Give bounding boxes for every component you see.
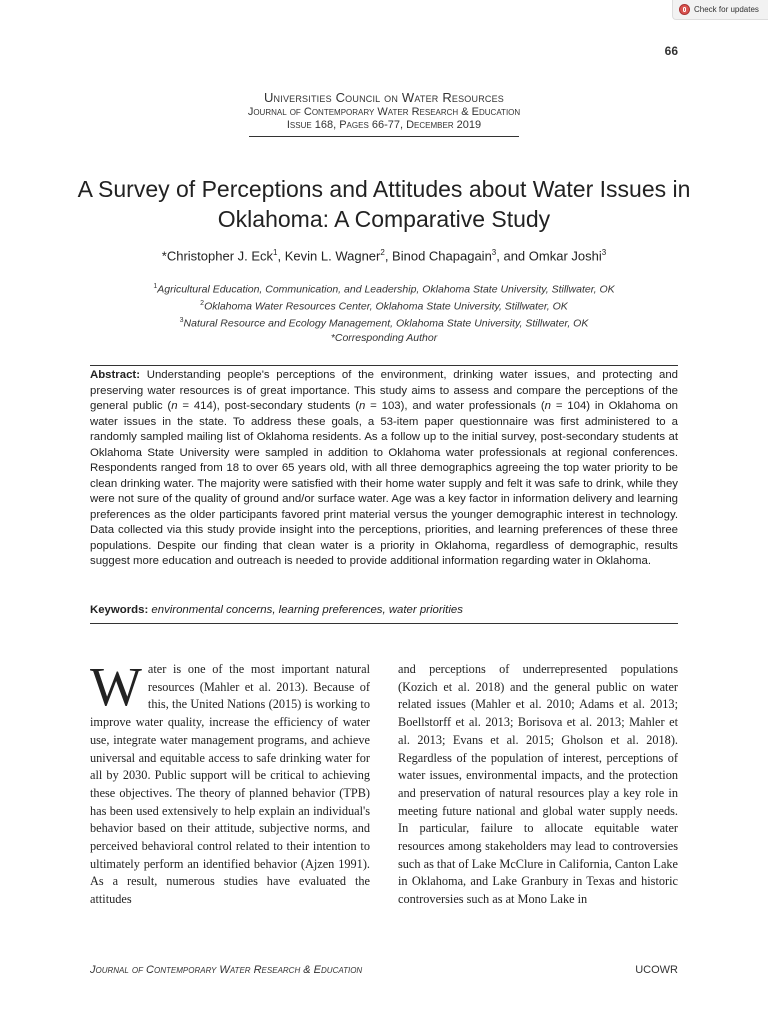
affiliation-list — [60, 280, 708, 346]
affiliation-line — [60, 331, 708, 346]
author-list: *Christopher J. Eck$^1$, Kevin L. Wagner$^2$, Binod Chapagain$^3$, and Omkar Joshi$^3$ — [161, 248, 607, 264]
check-for-updates-label: Check for updates — [694, 5, 759, 14]
abstract-italic: n — [544, 400, 551, 412]
author-name: Omkar Joshi — [528, 248, 602, 264]
drop-cap: W — [90, 656, 142, 717]
author-affiliation-marker: 3 — [601, 248, 607, 257]
author-name: Binod Chapagain — [392, 248, 492, 264]
masthead-journal: Journal of Contemporary Water Research & Education — [247, 106, 521, 118]
body-column-left — [90, 656, 370, 909]
check-for-updates-badge[interactable] — [672, 0, 768, 20]
abstract-top-rule — [90, 365, 678, 366]
footer-org: UCOWR — [635, 964, 678, 976]
affiliation-text: *Corresponding Author — [330, 332, 438, 344]
author-affiliation-marker: 3 — [491, 248, 497, 257]
footer-journal: Journal of Contemporary Water Research & Education — [90, 964, 363, 976]
abstract-text: = 103), and water professionals ( — [365, 400, 545, 412]
keywords-text: environmental concerns, learning preferences, water priorities — [148, 604, 463, 616]
affiliation-line — [60, 297, 708, 314]
abstract-label: Abstract: — [90, 369, 141, 381]
author-affiliation-marker: 1 — [273, 248, 278, 257]
abstract-italic: n — [171, 400, 178, 412]
masthead-issue: Issue 168, Pages 66-77, December 2019 — [286, 119, 482, 131]
abstract-bottom-rule — [90, 623, 678, 624]
abstract — [90, 368, 678, 570]
affiliation-line — [60, 314, 708, 331]
affiliation-marker: 3 — [179, 317, 184, 324]
abstract-text: = 104) in Oklahoma on water issues in the state. To address these goals, a 53-item paper questionnaire was first administered to a randomly sampled mailing list of Oklahoma residents. As a follow up to the initial survey, post-secondary students at Oklahoma State University were sampled in addition to Oklahoma water professionals at regional conferences. Respondents ranged from 18 to over 65 years old, with all three demographics agreeing the top water priority to be clean drinking water. The majority were satisfied with their home water supply and felt it was safe to drink, while they were not sure of the quality of ground and/or surface water. Age was a key factor in information delivery and learning preferences as the older participants favored print material versus the younger demographic interest in technology. Data collected via this study provide insight into the perceptions, priorities, and learning preferences of these three populations. Despite our finding that clean water is a priority in Oklahoma, regardless of demographic, results suggest more education and outreach is needed to provide additional information regarding water in Oklahoma. — [90, 400, 678, 567]
masthead-rule — [249, 136, 519, 137]
page-number: 66 — [664, 44, 678, 58]
masthead — [0, 90, 768, 137]
keywords-label: Keywords: — [90, 604, 149, 616]
masthead-org: Universities Council on Water Resources — [263, 90, 505, 105]
check-for-updates-icon — [679, 4, 690, 15]
body-left-text: ater is one of the most important natural resources (Mahler et al. 2013). Because of this, the United Nations (2015) is working to improve water quality, increase the efficiency of water use, integrate water management programs, and achieve universal and equitable access to safe drinking water for all by 2030. Public support will be critical to achieving these objectives. The theory of planned behavior (TPB) has been used extensively to help explain an individual's behavior based on their attitude, subjective norms, and perceived behavioral control related to their intention to ultimately perform an identified behavior (Ajzen 1991). As a result, numerous studies have evaluated the attitudes — [90, 662, 370, 907]
abstract-text: = 414), post-secondary students ( — [177, 400, 359, 412]
affiliation-text: Natural Resource and Ecology Management, Oklahoma State University, Stillwater, OK — [183, 317, 589, 330]
affiliation-marker: 2 — [200, 300, 205, 307]
keywords — [90, 604, 678, 616]
abstract-text: Understanding people's perceptions of the environment, drinking water issues, and protecting and preserving water resources is of great importance. This study aims to assess and compare the perceptions of the general public ( — [90, 369, 678, 412]
paper-title: A Survey of Perceptions and Attitudes about Water Issues in Oklahoma: A Comparative Study — [77, 176, 691, 232]
affiliation-text: Agricultural Education, Communication, and Leadership, Oklahoma State University, Stillwater, OK — [157, 283, 615, 296]
author-affiliation-marker: 2 — [380, 248, 385, 257]
author-name: *Christopher J. Eck — [161, 248, 274, 264]
affiliation-marker: 1 — [153, 283, 158, 290]
affiliation-line — [60, 280, 708, 297]
body-column-right: and perceptions of underrepresented populations (Kozich et al. 2018) and the general public on water related issues (Mahler et al. 2010; Adams et al. 2013; Boellstorff et al. 2013; Borisova et al. 2013; Mahler et al. 2013; Evans et al. 2015; Gholson et al. 2018). Regardless of the population of interest, perceptions of water issues, environmental impacts, and the protection and preservation of natural resources play a key role in meeting future national and global water supply needs. In particular, failure to allocate equitable water resources among stakeholders may lead to controversies such as that of Lake McClure in California, Canton Lake in Oklahoma, and Lake Granbury in Texas and historic controversies such as at Mono Lake in — [398, 662, 679, 907]
affiliation-text: Oklahoma Water Resources Center, Oklahoma State University, Stillwater, OK — [204, 300, 568, 313]
abstract-italic: n — [359, 400, 366, 412]
author-name: Kevin L. Wagner — [284, 248, 381, 264]
